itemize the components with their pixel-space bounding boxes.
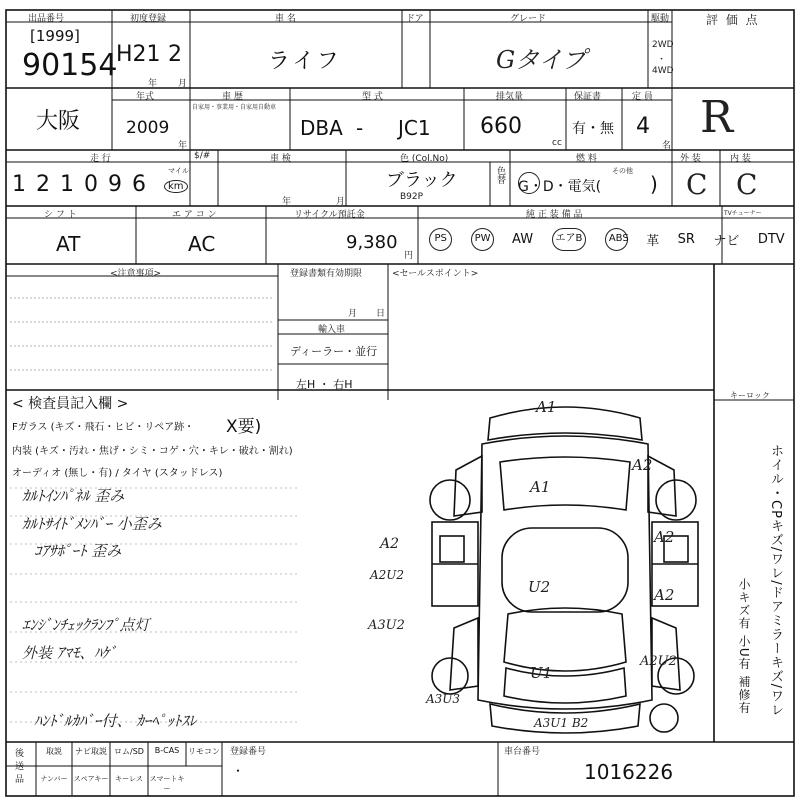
history-sub: 自家用・事業用・自家用自動車 [192,104,277,111]
keylock-label: キーロック [730,391,770,400]
option-airbag: エアB [552,228,587,251]
chassis-number-label: 車台番号 [504,747,541,757]
model-prefix: DBA [300,116,343,140]
yen-unit: 円 [404,251,414,261]
car-name-label: 車 名 [275,14,296,24]
lot-number: 90154 [22,48,118,83]
item-navi-manual: ナビ取説 [75,747,107,756]
mark-front-bumper: A1 [536,398,557,416]
drive-label: 駆動 [651,14,670,24]
registration-era: H21 [116,42,161,67]
interior-grade: C [736,168,758,201]
mark-roof: U2 [528,578,551,596]
front-glass-x: X要) [226,417,262,437]
audio-tire-note: オーディオ (無し・有) / タイヤ (スタッドレス) [12,468,223,479]
option-leather: 革 [646,234,660,249]
lot-number-label: 出品番号 [28,14,65,24]
model-year-label: 年式 [136,92,155,102]
fuel-close: ) [650,172,658,196]
cc-unit: cc [552,138,562,148]
model-dash: - [356,116,364,140]
displacement: 660 [480,114,522,139]
option-abs: ABS [605,228,628,251]
option-navi: ナビ [713,234,740,249]
inspection-month-unit: 月 [336,197,346,207]
km-unit: km [164,180,188,193]
door-label: ドア [406,14,424,24]
mileage-digit: 1 [60,172,74,197]
drive-4wd: 4WD [652,66,674,76]
warranty-label: 保証書 [574,92,602,102]
handwritten-note: ｶﾙﾄｲﾝﾊﾟﾈﾙ 歪み [22,487,125,505]
first-registration-label: 初度登録 [130,14,167,24]
color-change-label: 色替 [495,166,505,184]
shift-label: シ フ ト [44,210,77,220]
caution-label: <注意事項> [110,269,162,279]
reg-year-unit: 年 [148,79,158,89]
exterior-grade: C [686,168,708,201]
mark-trunk: U1 [530,664,553,682]
shift: AT [56,232,81,256]
recycle-fee: 9,380 [346,232,398,253]
delivered-items-row-1 [36,746,222,757]
fuel-other-label: その他 [612,167,633,175]
item-spare-key: スペアキー [73,775,109,783]
aircon: AC [188,232,216,256]
color: ブラック [386,170,458,191]
sidebar-vertical-text-2: 小キズ有 小U有 補修有 [737,578,751,715]
expiry-day-unit: 日 [376,309,386,319]
registration-number-dot: ・ [232,764,245,778]
fuel-label: 燃 料 [576,154,597,164]
dealer-parallel: ディーラー・並行 [290,345,378,358]
sidebar-vertical-text: ホイル・CPキズ/ワレ/ドアミラーキズ/ワレ [768,444,783,718]
item-remote: リモコン [188,747,220,756]
expiry-month-unit: 月 [348,309,358,319]
item-rom-sd: ロム/SD [114,747,144,756]
document-expiry-label: 登録書類有効期限 [290,269,363,279]
handwritten-note: ｴﾝｼﾞﾝﾁｪｯｸﾗﾝﾌﾟ点灯 [22,616,150,634]
delivered-items-row-2 [36,774,222,794]
registration-month: 2 [168,42,182,67]
exterior-label: 外 装 [680,154,701,164]
warranty: 有・無 [572,121,614,137]
inspection-label: 車 検 [270,154,291,164]
car-diagram [420,400,710,740]
mark-hood: A1 [530,478,551,496]
score-value: R [700,92,734,143]
mileage-digit: 9 [108,172,122,197]
aircon-label: エ ア コ ン [172,210,217,220]
recycle-label: リサイクル預託金 [294,210,365,220]
options-label: 純 正 装 備 品 [526,210,583,220]
color-label: 色 (Col.No) [400,154,449,164]
mileage-digit: 0 [84,172,98,197]
mile-unit: マイル [168,167,189,175]
drive-2wd: 2WD [652,40,674,50]
handwritten-note: ﾊﾝﾄﾞﾙｶﾊﾞｰ付、 ｶｰﾍﾟｯﾄｽﾚ [34,712,197,730]
reg-month-unit: 月 [178,79,188,89]
mark-left-rocker: A2U2 [370,568,405,582]
item-bcas: B-CAS [154,746,180,755]
seats-label: 定 員 [632,92,653,102]
mark-right-front-fender: A2 [632,456,653,474]
area: 大阪 [36,109,81,134]
seats-unit: 名 [662,141,672,151]
drive-separator: ・ [657,55,667,65]
option-pw: PW [471,228,494,251]
tuner-label: TVチューナー [724,210,762,217]
sales-point-label: <セールスポイント> [392,269,479,279]
color-code: B92P [400,192,424,202]
mark-left-rear-bumper: A3U3 [426,692,461,706]
option-ps: PS [429,228,452,251]
interior-note: 内装 (キズ・汚れ・焦げ・シミ・コゲ・穴・キレ・破れ・割れ) [12,446,293,457]
handwritten-note: ｶﾙﾄｻｲﾄﾞﾒﾝﾊﾞｰ 小歪み [22,515,162,533]
inspection-year-unit: 年 [282,197,292,207]
import-label: 輸入車 [318,325,346,335]
model-year-unit: 年 [178,141,188,151]
mileage-digit: 2 [36,172,50,197]
options-row [420,228,794,251]
inspector-title: < 検査員記入欄 > [12,396,129,412]
model-code-label: 型 式 [362,92,383,102]
score-label: 評 価 点 [706,13,760,27]
handle-side: 左H ・ 右H [296,378,353,391]
mark-rear-bumper: A3U1 B2 [534,716,589,730]
model-year: 2009 [126,118,170,138]
mark-right-front-door: A2 [654,528,675,546]
fuel: G・D・電気( [518,179,602,195]
mark-right-rear-quarter: A2U2 [640,654,677,669]
mileage-label: 走 行 [90,154,111,164]
mark-left-front-door: A2 [380,536,400,552]
mark-left-rear-quarter: A3U2 [368,618,405,633]
mu-label: $/# [194,151,211,161]
option-aw: AW [512,232,534,247]
history-label: 車 歴 [222,92,243,102]
mileage-digit: 1 [12,172,26,197]
mark-right-rear-door: A2 [654,586,675,604]
fuel-selected-circle [518,172,540,194]
mileage-digit: 6 [132,172,146,197]
registration-number-label: 登録番号 [230,747,267,757]
chassis-number: 1016226 [584,760,674,784]
front-glass-note: Fガラス (キズ・飛石・ヒビ・リペア跡・ [12,422,195,433]
model-code: JC1 [398,116,431,140]
delivered-items-label: 後送品 [13,748,23,787]
mileage-digits [12,172,146,197]
handwritten-note: ｺｱｻﾎﾟｰﾄ 歪み [34,542,122,560]
item-smart-key: スマートキー [149,775,185,793]
item-plate: ナンバー [40,775,68,783]
grade-label: グレード [510,14,547,24]
year-bracket: [1999] [30,27,80,45]
item-keyless: キーレス [115,775,143,783]
grade-value: Gタイプ [496,46,586,74]
interior-label: 内 装 [730,154,751,164]
option-sunroof: SR [677,232,695,247]
handwritten-note: 外装 ｱﾏﾓ、ﾊｹﾞ [22,644,117,662]
displacement-label: 排気量 [496,92,524,102]
option-dtv: DTV [757,232,785,247]
seats: 4 [636,114,650,139]
item-manual: 取説 [46,747,62,756]
car-name: ライフ [268,49,342,74]
